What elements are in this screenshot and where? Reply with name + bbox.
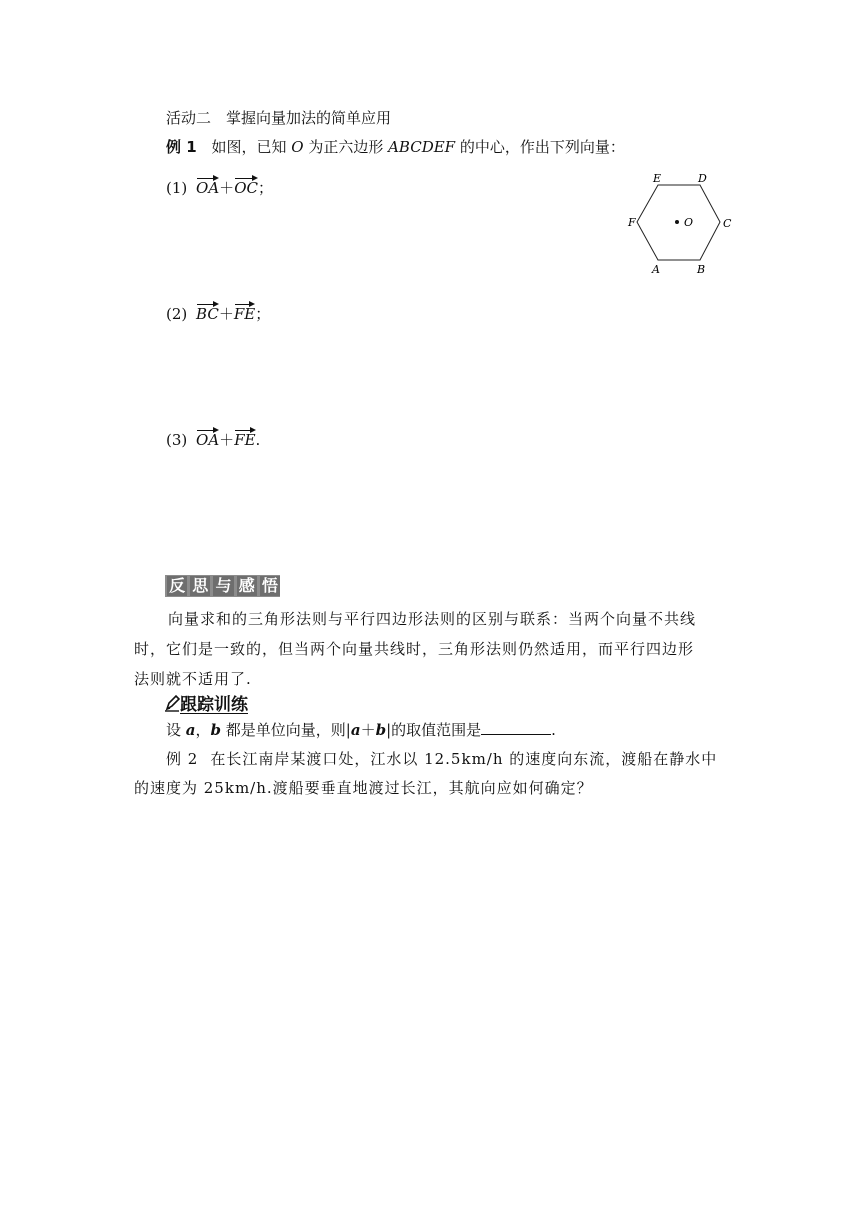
label-a: A [652,263,660,276]
activity-title: 活动二 掌握向量加法的简单应用 [166,109,392,127]
item-1-number: (1) [166,179,188,197]
label-f: F [628,216,636,229]
example2-text-1: 在长江南岸某渡口处，江水以 12.5km/h 的速度向东流，渡船在静水中 [210,750,718,768]
reflection-line-1: 向量求和的三角形法则与平行四边形法则的区别与联系：当两个向量不共线 [168,610,697,628]
tracking-heading [164,690,248,715]
banner-char-2: 思 [190,576,210,596]
tracking-var-a: a [185,721,196,739]
banner-char-4: 感 [237,576,257,596]
example1-hexagon-name: ABCDEF [388,138,456,156]
item-2 [166,302,270,324]
item-1-vector-2: OC [234,176,258,197]
banner-char-1: 反 [167,576,187,596]
tracking-text-pre: 设 [166,721,186,739]
item-3-number: (3) [166,431,188,449]
item-2-vector-1: BC [196,302,219,323]
banner-char-3: 与 [213,576,233,596]
example1-text-post: 的中心，作出下列向量： [455,138,625,156]
item-1-vector-1: OA [196,176,219,197]
example1-label: 例 1 [166,138,197,156]
tracking-text-post: |的取值范围是 [386,721,482,739]
tracking-plus: ＋ [360,721,376,739]
item-3-end: . [255,431,261,449]
item-2-operator: ＋ [218,305,234,323]
example2-line-2: 的速度为 25km/h.渡船要垂直地渡过长江，其航向应如何确定？ [134,779,593,797]
example2-label: 例 2 [166,750,199,768]
item-2-vector-2: FE [234,302,255,323]
example2-line-1 [166,744,717,774]
banner-char-5: 悟 [260,576,280,596]
example1-point-o: O [291,138,304,156]
example1-statement [166,136,625,157]
center-point [675,220,679,224]
tracking-text-mid: 都是单位向量，则| [221,721,351,739]
label-b: B [697,263,706,276]
item-3-vector-2: FE [234,428,255,449]
tracking-separator: ， [195,721,211,739]
item-1 [166,176,273,198]
item-1-operator: ＋ [219,179,235,197]
item-3-operator: ＋ [219,431,235,449]
reflection-banner-tail [268,575,278,597]
reflection-line-3: 法则就不适用了. [134,670,252,688]
item-2-number: (2) [166,305,188,323]
tracking-var-a-2: a [350,721,361,739]
label-e: E [653,172,662,185]
item-3-vector-1: OA [196,428,219,449]
label-o: O [684,216,694,229]
pencil-icon [164,694,180,712]
hexagon-figure [620,168,740,278]
label-c: C [723,217,732,230]
tracking-var-b-2: b [375,721,387,739]
tracking-text-end: . [551,721,556,739]
example1-text-pre: 如图，已知 [211,138,292,156]
item-2-end: ； [255,305,271,323]
example1-text-mid: 为正六边形 [303,138,389,156]
reflection-line-2: 时，它们是一致的，但当两个向量共线时，三角形法则仍然适用，而平行四边形 [134,640,695,658]
answer-blank[interactable] [481,722,551,735]
reflection-banner [165,575,280,597]
tracking-question [166,719,556,740]
item-3 [166,428,260,450]
label-d: D [698,172,707,185]
tracking-var-b: b [210,721,222,739]
tracking-title: 跟踪训练 [180,695,248,715]
item-1-end: ； [257,179,273,197]
